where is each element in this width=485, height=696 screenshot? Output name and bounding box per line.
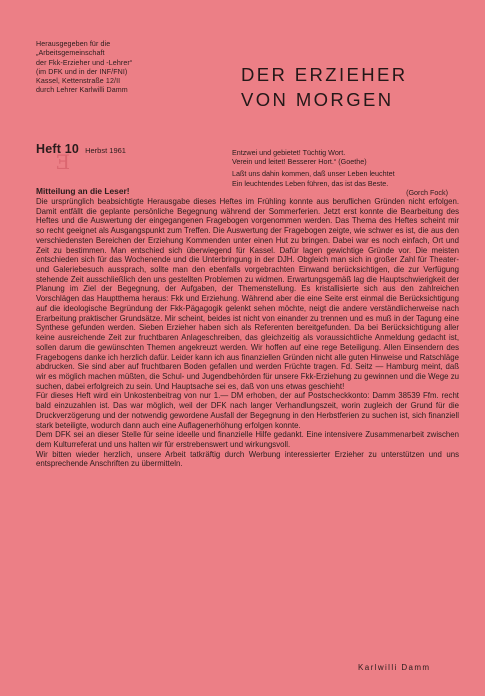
publisher-line: „Arbeitsgemeinschaft — [36, 49, 105, 58]
title-line-1: DER ERZIEHER — [241, 64, 408, 85]
signature: Karlwilli Damm — [358, 663, 431, 672]
issue-info — [36, 140, 126, 158]
stamp-mark: Ǝ — [56, 150, 71, 174]
publisher-line: Herausgegeben für die — [36, 40, 111, 48]
paragraph: Für dieses Heft wird ein Unkostenbeitrag von nur 1.— DM erhoben, der auf Postscheckkonto: Damm 38539 Ffm. recht bald einzuzahlen ist. Das war möglich, weil der DFK nach langer Verhandlungszeit, worin zugleich der Grund für die Druckverzögerung und der notwendig gewordene Ausfall der Begegnung in den Herbstferien zu suchen ist, sich finanziell stark beteiligte, wodurch dann auch eine Auflagenerhöhung erfolgen konnte. — [36, 391, 459, 430]
title-line-2: VON MORGEN — [241, 89, 394, 110]
publisher-line: der Fkk-Erzieher und -Lehrer“ — [36, 58, 133, 67]
body-text — [36, 197, 459, 469]
publisher-line: durch Lehrer Karlwilli Damm — [36, 86, 128, 95]
issue-season: Herbst 1961 — [85, 146, 126, 155]
motto-line: Ein leuchtendes Leben führen, das ist das Beste. — [232, 178, 389, 188]
motto-line: Laßt uns dahin kommen, daß unser Leben leuchtet — [232, 169, 395, 179]
motto-line: Verein und leitet! Besserer Hort.“ (Goethe) — [232, 157, 367, 167]
publisher-line: (im DFK und in der INF/FNI) — [36, 67, 128, 76]
issue-number: Heft 10 — [36, 142, 80, 156]
publisher-info — [36, 40, 236, 96]
paragraph: Wir bitten wieder herzlich, unsere Arbeit tatkräftig durch Werbung interessierter Erzieher zu unterstützen und uns entsprechende Anschriften zu übermitteln. — [36, 449, 459, 469]
paragraph: Dem DFK sei an dieser Stelle für seine ideelle und finanzielle Hilfe gedankt. Eine intensivere Zusammenarbeit zwischen dem Kulturreferat und uns halten wir für erstrebenswert und wirkungsvoll. — [36, 430, 459, 449]
motto-attribution: (Gorch Fock) — [406, 187, 448, 197]
motto-line: Entzwei und gebietet! Tüchtig Wort. — [232, 148, 346, 157]
publisher-line: Kassel, Kettenstraße 12/II — [36, 77, 121, 86]
paragraph: Die ursprünglich beabsichtigte Herausgabe dieses Heftes im Frühling konnte aus beruflichen Gründen nicht erfolgen. Damit entfällt die geplante persönliche Begegnung während der Sommerferien. Jetzt erst konnte die Bearbeitung des Heftes und die Auswertung der eingegangenen Fragebogen vorgenommen werden. Das Thema des Heftes scheint mir so recht geeignet als Ausgangspunkt zum Treffen. Die Auswertung der Fragebogen zeigte, wie schwer es ist, die aus den verschiedensten Bereichen der Erziehung Kommenden unter einen Hut zu bringen. Dabei war es noch einfach, Ort und Zeit zu bestimmen. Man entschied sich überwiegend für Kassel. Dafür lagen gewichtige Gründe vor. Die meisten entschieden sich für das Wochenende und die Unterbringung in der DJH. Obgleich man sich in großer Zahl für Theater- und Galeriebesuch aussprach, sollte man den ebenfalls vorgebrachten Einwand berücksichtigen, die zur Verfügung stehende Zeit ausschließlich den uns gestellten Problemen zu widmen. Erwartungsgemäß lag die Hauptschwierigkeit der Planung im Ziel der Begegnung, der Aufgaben, der Themenstellung. Es kristallisierte sich aus den zahlreichen Vorschlägen das Hauptthema heraus: Fkk und Erziehung. Während aber die eine Seite erst einmal die Berücksichtigung auf die ideologische Begründung der Fkk-Pägagogik gelenkt sehen möchte, neigt die andere verständlicherweise nach Erarbeitung praktischer Grundsätze. Mir scheint, beides ist nicht von einander zu trennen und es muß in der Tagung eine Synthese gefunden werden. Sieben Erzieher haben sich als Referenten bereitgefunden. Da bei Berücksichtigung aller keine ausreichende Zeit zur fruchtbaren Anlageschreiben, das gleichzeitig als voraussichtliche Anmeldung gedacht ist, sollen darum die gewünschten Themen angekreuzt werden. Wir hoffen auf eine rege Beteiligung. Allen Einsendern des Fragebogens danke ich herzlich dafür. Leider kann ich aus finanziellen Gründen nicht alle guten Hinweise und Ratschläge abdrucken. Sie sind aber auf fruchtbaren Boden gefallen und werden Früchte tragen. Fd. Seitz — Hamburg meint, daß wir es möglich machen müßten, die Schul- und Jugendbehörden für unsere Fkk-Erziehung zu gewinnen und die Wege zu suchen, dabei erfolgreich zu sein. Und Hauptsache sei es, daß von uns etwas geschieht! — [36, 197, 459, 391]
page-title — [241, 62, 456, 112]
motto-quotes — [232, 148, 462, 197]
section-heading: Mitteilung an die Leser! — [36, 186, 130, 196]
